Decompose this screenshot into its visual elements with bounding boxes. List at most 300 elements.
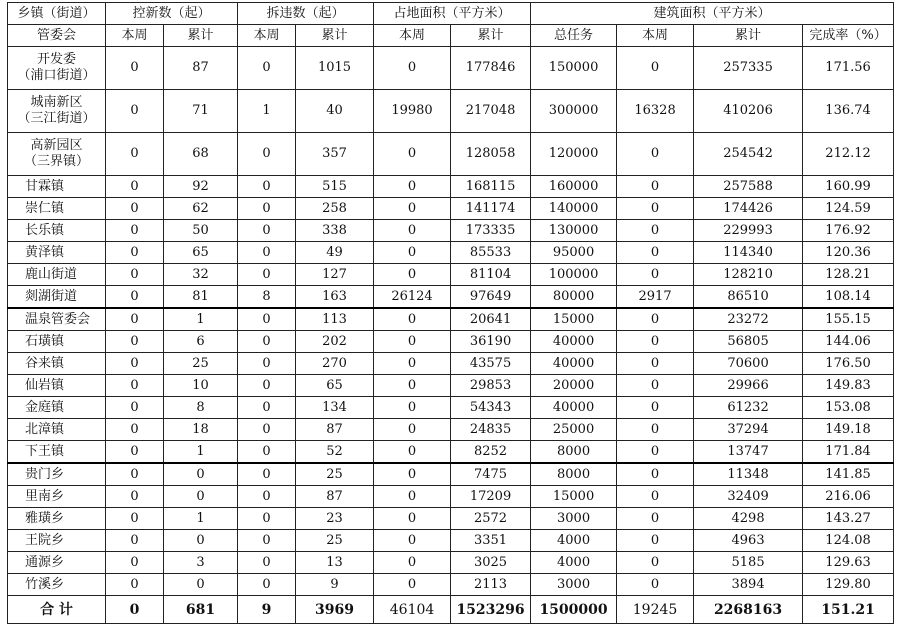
building-week-cell: 0	[617, 242, 694, 264]
building-rate-cell: 144.06	[803, 331, 894, 353]
control-week-cell: 0	[106, 397, 164, 419]
table-row	[8, 486, 894, 508]
building-rate-cell: 153.08	[803, 397, 894, 419]
town-name-cell: 北漳镇	[8, 419, 106, 441]
land-week-cell: 0	[374, 486, 451, 508]
building-task-cell: 150000	[531, 47, 617, 90]
building-rate-cell: 212.12	[803, 133, 894, 176]
building-week-cell: 2917	[617, 286, 694, 309]
building-total-cell: 37294	[694, 419, 803, 441]
building-total-cell: 128210	[694, 264, 803, 286]
building-week-cell: 0	[617, 574, 694, 596]
building-total-cell: 29966	[694, 375, 803, 397]
building-week-cell: 0	[617, 441, 694, 464]
land-week-cell: 0	[374, 308, 451, 331]
table-row	[8, 419, 894, 441]
town-name-cell: 仙岩镇	[8, 375, 106, 397]
land-total-cell: 54343	[451, 397, 531, 419]
building-task-cell: 15000	[531, 308, 617, 331]
building-total-cell: 229993	[694, 220, 803, 242]
header-land-total: 累计	[451, 25, 531, 47]
building-week-cell: 0	[617, 331, 694, 353]
control-week-cell: 0	[106, 220, 164, 242]
control-total-cell: 1	[164, 508, 238, 530]
statistics-table-container	[7, 2, 893, 624]
control-week-cell: 0	[106, 486, 164, 508]
table-row	[8, 47, 894, 90]
building-rate-cell: 155.15	[803, 308, 894, 331]
control-total-cell: 10	[164, 375, 238, 397]
land-week-cell: 0	[374, 220, 451, 242]
building-total-cell: 86510	[694, 286, 803, 309]
land-total-cell: 36190	[451, 331, 531, 353]
demolish-total-cell: 25	[296, 463, 374, 486]
demolish-week-cell: 0	[238, 220, 296, 242]
total-land-total: 1523296	[451, 596, 531, 624]
table-row	[8, 264, 894, 286]
building-total-cell: 257335	[694, 47, 803, 90]
building-rate-cell: 129.80	[803, 574, 894, 596]
demolish-total-cell: 87	[296, 419, 374, 441]
building-rate-cell: 124.59	[803, 198, 894, 220]
demolish-total-cell: 515	[296, 176, 374, 198]
control-total-cell: 0	[164, 463, 238, 486]
land-week-cell: 0	[374, 47, 451, 90]
land-week-cell: 0	[374, 530, 451, 552]
town-name-cell: 鹿山街道	[8, 264, 106, 286]
building-rate-cell: 149.83	[803, 375, 894, 397]
building-task-cell: 40000	[531, 397, 617, 419]
table-row	[8, 353, 894, 375]
control-week-cell: 0	[106, 198, 164, 220]
town-name: 开发委	[36, 52, 76, 67]
building-task-cell: 120000	[531, 133, 617, 176]
town-name-cell: 石璜镇	[8, 331, 106, 353]
control-total-cell: 32	[164, 264, 238, 286]
control-week-cell: 0	[106, 264, 164, 286]
land-week-cell: 0	[374, 353, 451, 375]
demolish-total-cell: 9	[296, 574, 374, 596]
building-rate-cell: 120.36	[803, 242, 894, 264]
control-week-cell: 0	[106, 419, 164, 441]
demolish-total-cell: 357	[296, 133, 374, 176]
table-row	[8, 397, 894, 419]
building-week-cell: 0	[617, 463, 694, 486]
control-total-cell: 0	[164, 486, 238, 508]
building-week-cell: 0	[617, 397, 694, 419]
town-name-cell: 里南乡	[8, 486, 106, 508]
town-name-cell: 王院乡	[8, 530, 106, 552]
demolish-total-cell: 127	[296, 264, 374, 286]
land-total-cell: 43575	[451, 353, 531, 375]
building-task-cell: 95000	[531, 242, 617, 264]
building-task-cell: 140000	[531, 198, 617, 220]
building-rate-cell: 124.08	[803, 530, 894, 552]
land-week-cell: 0	[374, 441, 451, 464]
building-week-cell: 0	[617, 552, 694, 574]
demolish-week-cell: 0	[238, 264, 296, 286]
demolish-total-cell: 258	[296, 198, 374, 220]
building-rate-cell: 171.56	[803, 47, 894, 90]
control-week-cell: 0	[106, 441, 164, 464]
building-task-cell: 300000	[531, 90, 617, 133]
building-task-cell: 40000	[531, 331, 617, 353]
demolish-week-cell: 1	[238, 90, 296, 133]
building-total-cell: 114340	[694, 242, 803, 264]
table-row	[8, 220, 894, 242]
demolish-total-cell: 13	[296, 552, 374, 574]
building-task-cell: 130000	[531, 220, 617, 242]
control-week-cell: 0	[106, 574, 164, 596]
building-total-cell: 70600	[694, 353, 803, 375]
building-task-cell: 80000	[531, 286, 617, 309]
total-row	[8, 596, 894, 624]
table-row	[8, 198, 894, 220]
building-rate-cell: 160.99	[803, 176, 894, 198]
control-week-cell: 0	[106, 331, 164, 353]
header-demolish-total: 累计	[296, 25, 374, 47]
building-rate-cell: 143.27	[803, 508, 894, 530]
header-building-task: 总任务	[531, 25, 617, 47]
building-week-cell: 0	[617, 176, 694, 198]
demolish-total-cell: 40	[296, 90, 374, 133]
building-total-cell: 5185	[694, 552, 803, 574]
building-week-cell: 0	[617, 220, 694, 242]
header-building-week: 本周	[617, 25, 694, 47]
header-demolish-week: 本周	[238, 25, 296, 47]
table-row	[8, 90, 894, 133]
control-week-cell: 0	[106, 133, 164, 176]
control-total-cell: 71	[164, 90, 238, 133]
town-name-cell: 剡湖街道	[8, 286, 106, 309]
building-task-cell: 3000	[531, 508, 617, 530]
control-total-cell: 3	[164, 552, 238, 574]
control-total-cell: 50	[164, 220, 238, 242]
land-total-cell: 2572	[451, 508, 531, 530]
control-total-cell: 8	[164, 397, 238, 419]
demolish-week-cell: 8	[238, 286, 296, 309]
building-total-cell: 32409	[694, 486, 803, 508]
demolish-total-cell: 87	[296, 486, 374, 508]
land-total-cell: 97649	[451, 286, 531, 309]
land-total-cell: 217048	[451, 90, 531, 133]
land-week-cell: 0	[374, 508, 451, 530]
town-name-cell: 甘霖镇	[8, 176, 106, 198]
town-name-cell: 竹溪乡	[8, 574, 106, 596]
demolish-week-cell: 0	[238, 486, 296, 508]
table-row	[8, 286, 894, 309]
table-row	[8, 463, 894, 486]
land-total-cell: 177846	[451, 47, 531, 90]
table-row	[8, 375, 894, 397]
building-week-cell: 0	[617, 508, 694, 530]
header-building-total: 累计	[694, 25, 803, 47]
control-week-cell: 0	[106, 508, 164, 530]
land-week-cell: 26124	[374, 286, 451, 309]
header-control-total: 累计	[164, 25, 238, 47]
building-task-cell: 25000	[531, 419, 617, 441]
building-total-cell: 61232	[694, 397, 803, 419]
control-week-cell: 0	[106, 176, 164, 198]
demolish-week-cell: 0	[238, 176, 296, 198]
building-rate-cell: 149.18	[803, 419, 894, 441]
demolish-total-cell: 113	[296, 308, 374, 331]
building-task-cell: 8000	[531, 463, 617, 486]
header-building-rate: 完成率（%）	[803, 25, 894, 47]
town-name-cell: 贵门乡	[8, 463, 106, 486]
building-week-cell: 0	[617, 47, 694, 90]
land-week-cell: 0	[374, 419, 451, 441]
control-total-cell: 87	[164, 47, 238, 90]
control-total-cell: 68	[164, 133, 238, 176]
town-name: 高新园区	[30, 138, 83, 153]
town-name-sub: （三江街道）	[17, 111, 96, 126]
demolish-total-cell: 163	[296, 286, 374, 309]
land-week-cell: 0	[374, 331, 451, 353]
building-week-cell: 0	[617, 353, 694, 375]
control-week-cell: 0	[106, 375, 164, 397]
building-week-cell: 0	[617, 264, 694, 286]
building-rate-cell: 216.06	[803, 486, 894, 508]
land-total-cell: 3351	[451, 530, 531, 552]
demolish-week-cell: 0	[238, 397, 296, 419]
building-week-cell: 0	[617, 486, 694, 508]
building-task-cell: 160000	[531, 176, 617, 198]
demolish-week-cell: 0	[238, 375, 296, 397]
building-total-cell: 410206	[694, 90, 803, 133]
building-rate-cell: 176.92	[803, 220, 894, 242]
demolish-week-cell: 0	[238, 133, 296, 176]
building-task-cell: 100000	[531, 264, 617, 286]
demolish-week-cell: 0	[238, 441, 296, 464]
land-week-cell: 0	[374, 397, 451, 419]
building-week-cell: 0	[617, 133, 694, 176]
town-name-cell: 通源乡	[8, 552, 106, 574]
total-demolish-week: 9	[238, 596, 296, 624]
town-name: 城南新区	[30, 95, 83, 110]
building-total-cell: 23272	[694, 308, 803, 331]
building-week-cell: 0	[617, 308, 694, 331]
land-week-cell: 19980	[374, 90, 451, 133]
table-row	[8, 331, 894, 353]
town-name-cell: 谷来镇	[8, 353, 106, 375]
building-task-cell: 40000	[531, 353, 617, 375]
land-week-cell: 0	[374, 375, 451, 397]
control-week-cell: 0	[106, 308, 164, 331]
control-week-cell: 0	[106, 90, 164, 133]
town-name-cell	[8, 133, 106, 176]
demolish-week-cell: 0	[238, 552, 296, 574]
control-week-cell: 0	[106, 530, 164, 552]
land-total-cell: 8252	[451, 441, 531, 464]
control-total-cell: 1	[164, 441, 238, 464]
town-name-sub: （三界镇）	[23, 154, 89, 169]
total-building-rate: 151.21	[803, 596, 894, 624]
control-total-cell: 25	[164, 353, 238, 375]
land-week-cell: 0	[374, 552, 451, 574]
land-total-cell: 7475	[451, 463, 531, 486]
control-total-cell: 0	[164, 574, 238, 596]
building-rate-cell: 136.74	[803, 90, 894, 133]
demolish-total-cell: 338	[296, 220, 374, 242]
table-row	[8, 530, 894, 552]
town-name-cell: 金庭镇	[8, 397, 106, 419]
control-week-cell: 0	[106, 353, 164, 375]
building-total-cell: 257588	[694, 176, 803, 198]
land-week-cell: 0	[374, 133, 451, 176]
building-rate-cell: 129.63	[803, 552, 894, 574]
header-demolish-group: 拆违数（起）	[238, 3, 374, 25]
total-building-week: 19245	[617, 596, 694, 624]
town-name-cell	[8, 47, 106, 90]
table-footer	[8, 596, 894, 624]
land-total-cell: 29853	[451, 375, 531, 397]
building-week-cell: 0	[617, 530, 694, 552]
town-name-cell: 温泉管委会	[8, 308, 106, 331]
building-total-cell: 13747	[694, 441, 803, 464]
land-total-cell: 128058	[451, 133, 531, 176]
control-week-cell: 0	[106, 47, 164, 90]
total-control-total: 681	[164, 596, 238, 624]
control-week-cell: 0	[106, 242, 164, 264]
land-total-cell: 85533	[451, 242, 531, 264]
land-total-cell: 24835	[451, 419, 531, 441]
land-total-cell: 81104	[451, 264, 531, 286]
control-total-cell: 65	[164, 242, 238, 264]
land-total-cell: 2113	[451, 574, 531, 596]
control-week-cell: 0	[106, 286, 164, 309]
demolish-week-cell: 0	[238, 508, 296, 530]
control-week-cell: 0	[106, 552, 164, 574]
town-name-sub: （浦口街道）	[17, 68, 96, 83]
building-task-cell: 15000	[531, 486, 617, 508]
total-label: 合 计	[8, 596, 106, 624]
demolish-total-cell: 202	[296, 331, 374, 353]
building-rate-cell: 108.14	[803, 286, 894, 309]
control-total-cell: 1	[164, 308, 238, 331]
building-total-cell: 56805	[694, 331, 803, 353]
demolish-week-cell: 0	[238, 463, 296, 486]
header-building-group: 建筑面积（平方米）	[531, 3, 894, 25]
control-total-cell: 0	[164, 530, 238, 552]
land-week-cell: 0	[374, 176, 451, 198]
building-rate-cell: 141.85	[803, 463, 894, 486]
building-task-cell: 20000	[531, 375, 617, 397]
header-land-week: 本周	[374, 25, 451, 47]
header-land-group: 占地面积（平方米）	[374, 3, 531, 25]
header-control-group: 控新数（起）	[106, 3, 238, 25]
demolish-total-cell: 134	[296, 397, 374, 419]
town-name-cell: 黄泽镇	[8, 242, 106, 264]
building-task-cell: 4000	[531, 552, 617, 574]
building-total-cell: 4963	[694, 530, 803, 552]
land-total-cell: 20641	[451, 308, 531, 331]
demolish-week-cell: 0	[238, 242, 296, 264]
table-row	[8, 176, 894, 198]
building-task-cell: 4000	[531, 530, 617, 552]
table-row	[8, 242, 894, 264]
demolish-week-cell: 0	[238, 353, 296, 375]
town-name-cell	[8, 90, 106, 133]
town-name-cell: 下王镇	[8, 441, 106, 464]
table-row	[8, 308, 894, 331]
header-town-line2: 管委会	[8, 25, 106, 47]
land-total-cell: 141174	[451, 198, 531, 220]
statistics-table	[7, 2, 894, 624]
land-week-cell: 0	[374, 574, 451, 596]
table-row	[8, 441, 894, 464]
table-row	[8, 133, 894, 176]
building-week-cell: 16328	[617, 90, 694, 133]
land-week-cell: 0	[374, 264, 451, 286]
building-rate-cell: 171.84	[803, 441, 894, 464]
demolish-total-cell: 25	[296, 530, 374, 552]
control-total-cell: 81	[164, 286, 238, 309]
demolish-total-cell: 65	[296, 375, 374, 397]
total-control-week: 0	[106, 596, 164, 624]
land-total-cell: 168115	[451, 176, 531, 198]
table-row	[8, 552, 894, 574]
control-total-cell: 18	[164, 419, 238, 441]
town-name-cell: 崇仁镇	[8, 198, 106, 220]
table-header	[8, 3, 894, 47]
building-total-cell: 174426	[694, 198, 803, 220]
building-total-cell: 3894	[694, 574, 803, 596]
land-week-cell: 0	[374, 463, 451, 486]
building-task-cell: 8000	[531, 441, 617, 464]
header-town-line1: 乡镇（街道）	[8, 3, 106, 25]
total-building-task: 1500000	[531, 596, 617, 624]
demolish-week-cell: 0	[238, 419, 296, 441]
town-name-cell: 雅璜乡	[8, 508, 106, 530]
building-week-cell: 0	[617, 198, 694, 220]
control-total-cell: 92	[164, 176, 238, 198]
building-rate-cell: 176.50	[803, 353, 894, 375]
demolish-week-cell: 0	[238, 308, 296, 331]
land-total-cell: 17209	[451, 486, 531, 508]
land-total-cell: 3025	[451, 552, 531, 574]
land-week-cell: 0	[374, 242, 451, 264]
total-building-total: 2268163	[694, 596, 803, 624]
town-name-cell: 长乐镇	[8, 220, 106, 242]
table-row	[8, 508, 894, 530]
demolish-total-cell: 52	[296, 441, 374, 464]
header-control-week: 本周	[106, 25, 164, 47]
demolish-week-cell: 0	[238, 331, 296, 353]
control-total-cell: 6	[164, 331, 238, 353]
building-rate-cell: 128.21	[803, 264, 894, 286]
building-week-cell: 0	[617, 375, 694, 397]
table-body	[8, 47, 894, 596]
demolish-week-cell: 0	[238, 574, 296, 596]
total-demolish-total: 3969	[296, 596, 374, 624]
building-total-cell: 11348	[694, 463, 803, 486]
building-week-cell: 0	[617, 419, 694, 441]
building-total-cell: 4298	[694, 508, 803, 530]
building-total-cell: 254542	[694, 133, 803, 176]
demolish-total-cell: 270	[296, 353, 374, 375]
control-week-cell: 0	[106, 463, 164, 486]
demolish-total-cell: 1015	[296, 47, 374, 90]
land-week-cell: 0	[374, 198, 451, 220]
total-land-week: 46104	[374, 596, 451, 624]
building-task-cell: 3000	[531, 574, 617, 596]
demolish-week-cell: 0	[238, 47, 296, 90]
control-total-cell: 62	[164, 198, 238, 220]
demolish-week-cell: 0	[238, 198, 296, 220]
demolish-week-cell: 0	[238, 530, 296, 552]
table-row	[8, 574, 894, 596]
